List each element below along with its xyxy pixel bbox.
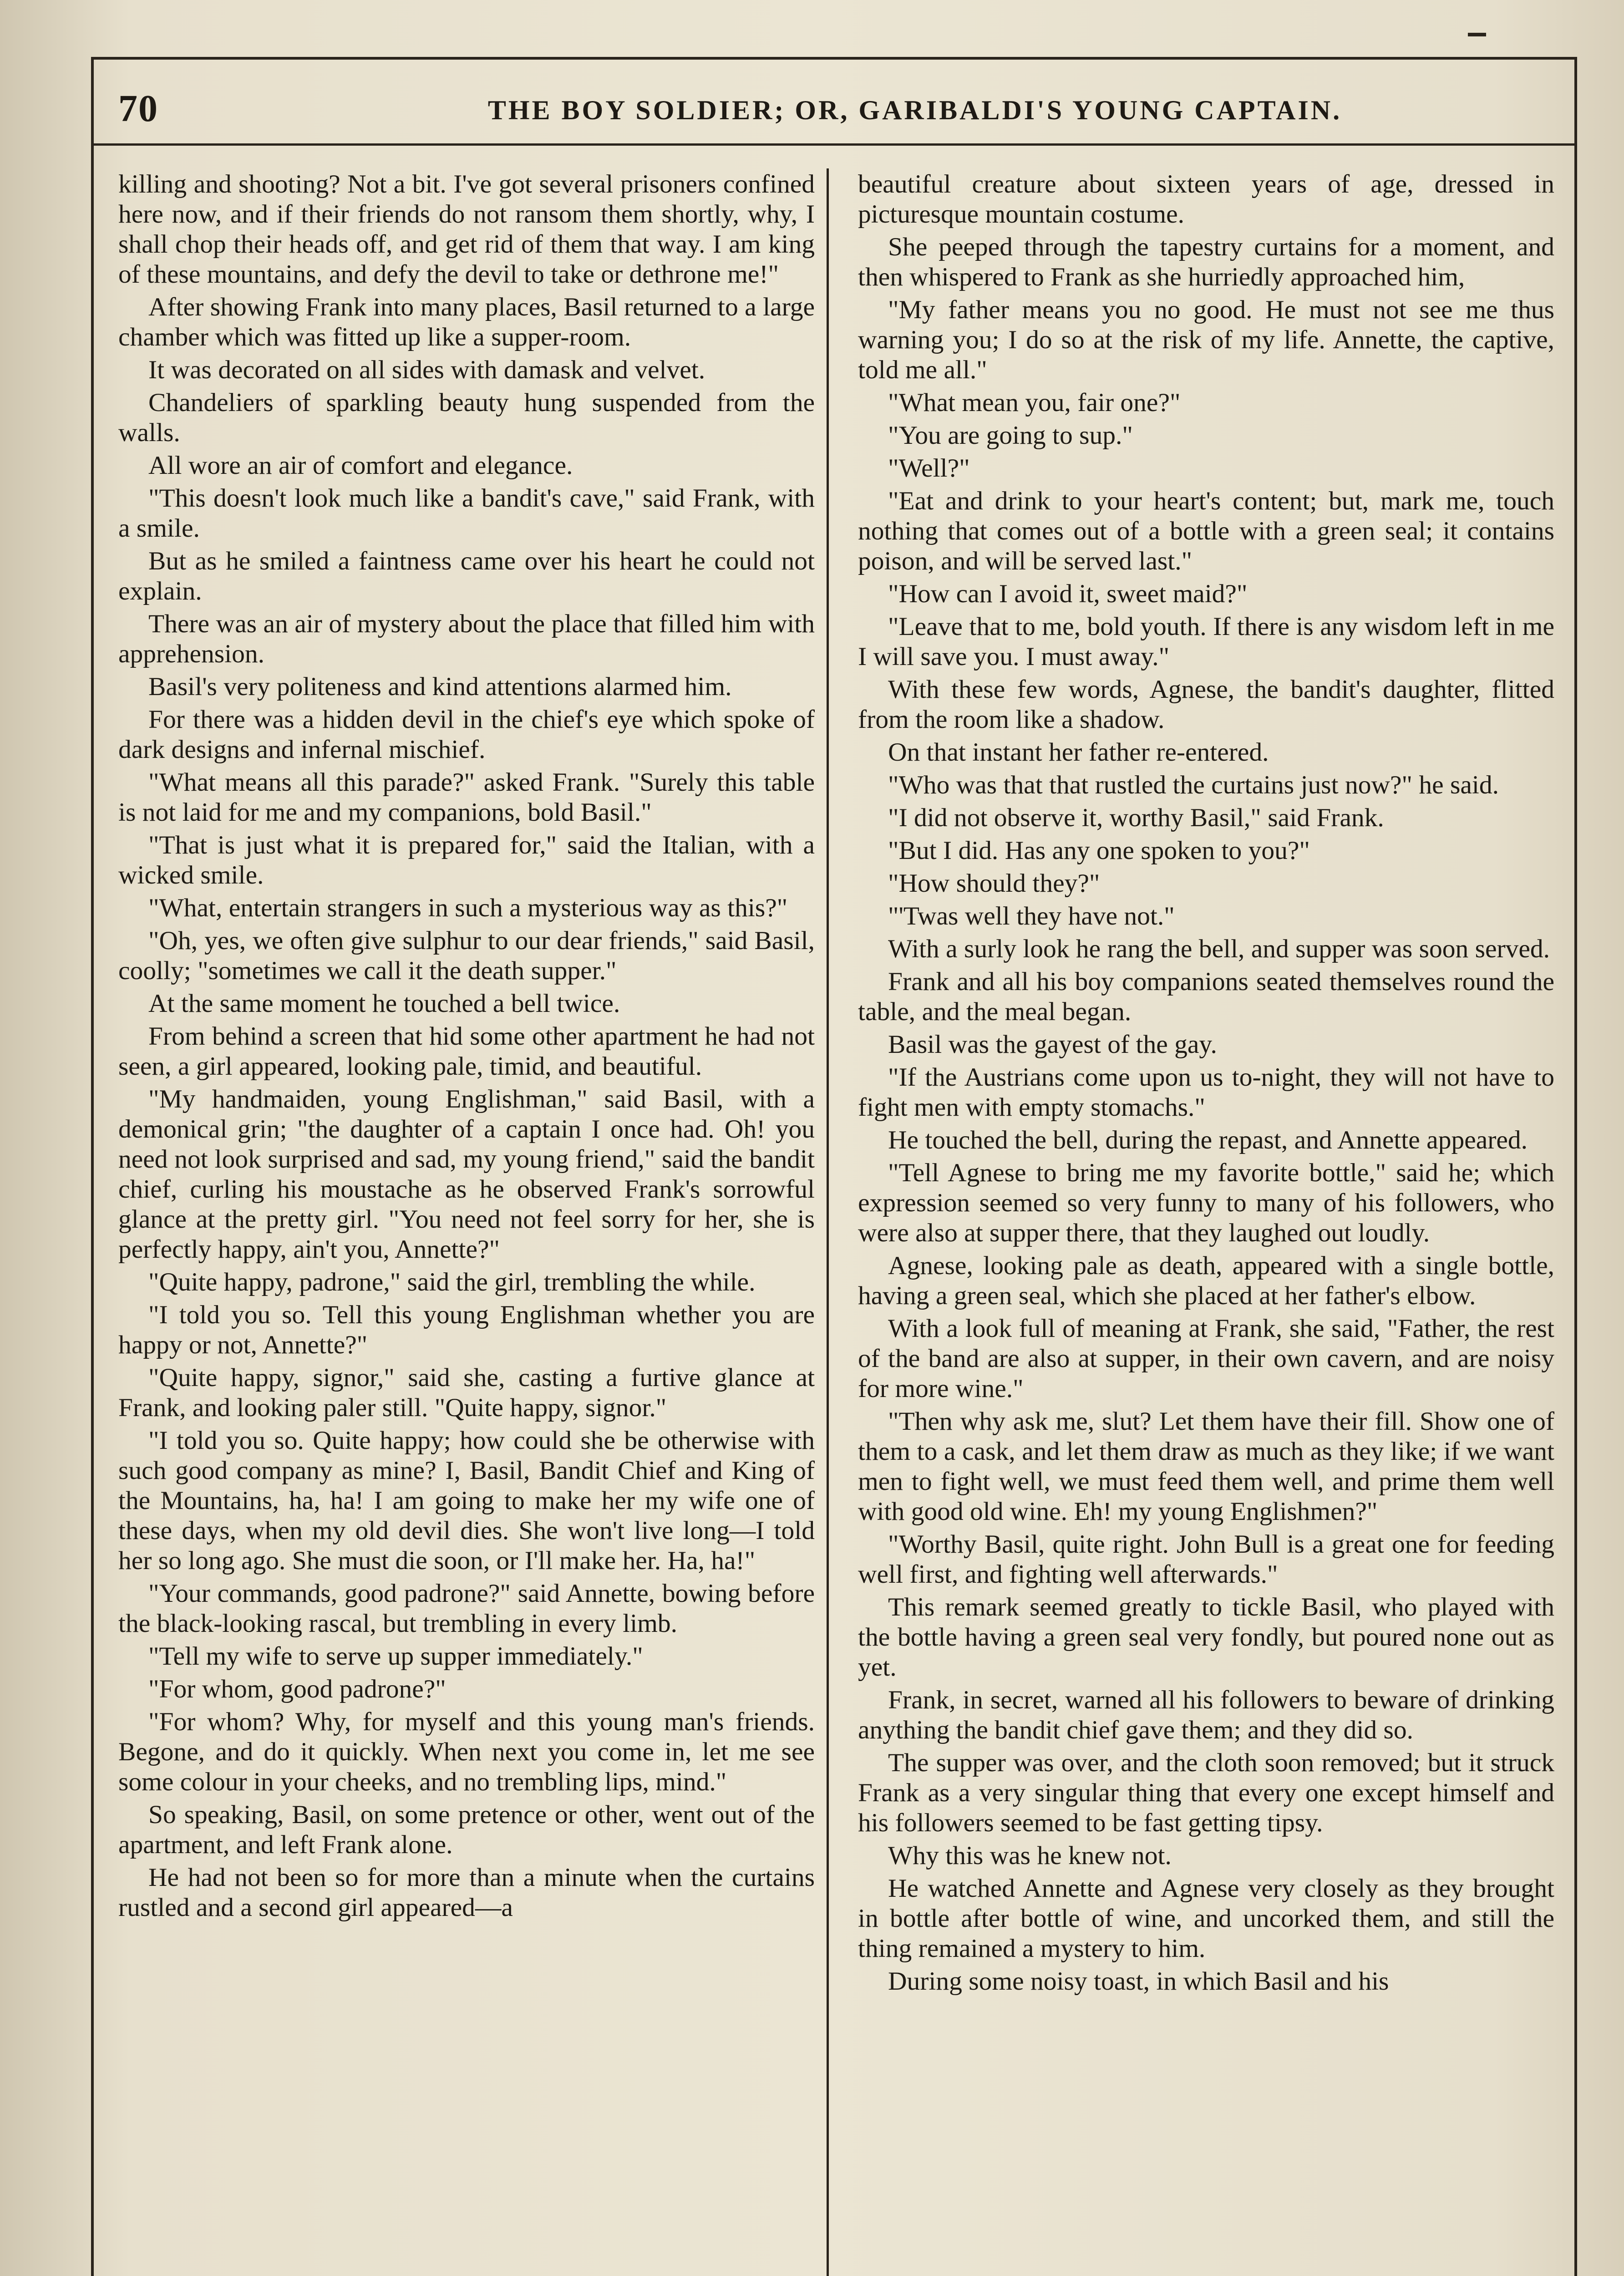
paragraph: beautiful creature about sixteen years of age, dressed in picturesque mountain costume. [858, 170, 1554, 229]
paragraph: During some noisy toast, in which Basil and his [888, 1967, 1389, 1996]
paragraph: "But I did. Has any one spoken to you?" [888, 836, 1310, 865]
paragraph: "Leave that to me, bold youth. If there is any wisdom left in me I will save you. I must away." [858, 612, 1554, 671]
paragraph: After showing Frank into many places, Basil returned to a large chamber which was fitted up like a supper-room. [118, 293, 815, 351]
paragraph: "For whom? Why, for myself and this young man's friends. Begone, and do it quickly. When next you come in, let me see some colour in your cheeks, and no trembling lips, mind." [118, 1707, 815, 1796]
paragraph: All wore an air of comfort and elegance. [148, 451, 573, 480]
edge-mark [1468, 33, 1486, 36]
paragraph: He had not been so for more than a minute when the curtains rustled and a second girl appeared—a [118, 1863, 815, 1922]
paragraph: Frank, in secret, warned all his followers to beware of drinking anything the bandit chief gave them; and they did so. [858, 1686, 1554, 1744]
paragraph: With a surly look he rang the bell, and supper was soon served. [888, 935, 1550, 963]
paragraph: But as he smiled a faintness came over his heart he could not explain. [118, 547, 815, 605]
paragraph: killing and shooting? Not a bit. I've got several prisoners confined here now, and if their friends do not ransom them shortly, why, I shall chop their heads off, and get rid of them that way. I am king of these mountains, and defy the devil to take or dethrone me!" [118, 170, 815, 289]
paragraph: "Oh, yes, we often give sulphur to our dear friends," said Basil, coolly; "sometimes we call it the death supper." [118, 926, 815, 985]
paragraph: "You are going to sup." [888, 421, 1133, 450]
paragraph: "If the Austrians come upon us to-night, they will not have to fight men with empty stomachs." [858, 1063, 1554, 1122]
paragraph: "Your commands, good padrone?" said Annette, bowing before the black-looking rascal, but trembling in every limb. [118, 1579, 815, 1638]
paragraph: So speaking, Basil, on some pretence or other, went out of the apartment, and left Frank alone. [118, 1800, 815, 1859]
paragraph: "My father means you no good. He must not see me thus warning you; I do so at the risk of my life. Annette, the captive, told me all." [858, 295, 1554, 384]
paragraph: There was an air of mystery about the place that filled him with apprehension. [118, 610, 815, 668]
paragraph: "What mean you, fair one?" [888, 388, 1181, 417]
paragraph: At the same moment he touched a bell twice. [148, 989, 620, 1018]
paragraph: "Then why ask me, slut? Let them have their fill. Show one of them to a cask, and let them draw as much as they like; if we want men to fight well, we must feed them well, and prime them well with good old wine. Eh! my young Englishmen?" [858, 1407, 1554, 1526]
paragraph: He watched Annette and Agnese very closely as they brought in bottle after bottle of wine, and uncorked them, and still the thing remained a mystery to him. [858, 1874, 1554, 1963]
paragraph: "Worthy Basil, quite right. John Bull is a great one for feeding well first, and fighting well afterwards." [858, 1530, 1554, 1589]
paragraph: Chandeliers of sparkling beauty hung suspended from the walls. [118, 388, 815, 447]
paragraph: He touched the bell, during the repast, and Annette appeared. [888, 1126, 1528, 1154]
paragraph: "Eat and drink to your heart's content; but, mark me, touch nothing that comes out of a bottle with a green seal; it contains poison, and will be served last." [858, 487, 1554, 575]
paragraph: "That is just what it is prepared for," said the Italian, with a wicked smile. [118, 831, 815, 889]
page-number: 70 [118, 87, 158, 130]
paragraph: Agnese, looking pale as death, appeared with a single bottle, having a green seal, which she placed at her father's elbow. [858, 1251, 1554, 1310]
paragraph: For there was a hidden devil in the chief's eye which spoke of dark designs and infernal mischief. [118, 705, 815, 764]
paragraph: "What, entertain strangers in such a mysterious way as this?" [148, 894, 788, 922]
column-divider [827, 168, 829, 2276]
paragraph: "How should they?" [888, 869, 1100, 898]
paragraph: Frank and all his boy companions seated themselves round the table, and the meal began. [858, 967, 1554, 1026]
paragraph: "Quite happy, signor," said she, casting a furtive glance at Frank, and looking paler still. "Quite happy, signor." [118, 1363, 815, 1422]
paragraph: Basil's very politeness and kind attentions alarmed him. [148, 672, 732, 701]
paragraph: With these few words, Agnese, the bandit's daughter, flitted from the room like a shadow. [858, 675, 1554, 734]
paragraph: "What means all this parade?" asked Frank. "Surely this table is not laid for me and my companions, bold Basil." [118, 768, 815, 827]
paragraph: "My handmaiden, young Englishman," said Basil, with a demonical grin; "the daughter of a captain I once had. Oh! you need not look surprised and sad, my young friend," said the bandit chief, curling his moustache as he observed Frank's sorrowful glance at the pretty girl. "You need not feel sorry for her, she is perfectly happy, ain't you, Annette?" [118, 1085, 815, 1264]
paragraph: "This doesn't look much like a bandit's cave," said Frank, with a smile. [118, 484, 815, 543]
paragraph: "Tell Agnese to bring me my favorite bottle," said he; which expression seemed so very funny to many of his followers, who were also at supper there, that they laughed out loudly. [858, 1158, 1554, 1247]
paragraph: "How can I avoid it, sweet maid?" [888, 579, 1248, 608]
paragraph: "For whom, good padrone?" [148, 1675, 446, 1703]
paragraph: It was decorated on all sides with damask and velvet. [148, 356, 705, 384]
paragraph: "I told you so. Tell this young Englishman whether you are happy or not, Annette?" [118, 1301, 815, 1359]
running-head-title: THE BOY SOLDIER; OR, GARIBALDI'S YOUNG CAPTAIN. [487, 95, 1342, 125]
paragraph: This remark seemed greatly to tickle Basil, who played with the bottle having a green seal very fondly, but poured none out as yet. [858, 1593, 1554, 1682]
running-header [91, 77, 1577, 141]
paragraph: Basil was the gayest of the gay. [888, 1030, 1217, 1059]
right-column [858, 169, 1554, 1999]
paragraph: From behind a screen that hid some other apartment he had not seen, a girl appeared, looking pale, timid, and beautiful. [118, 1022, 815, 1081]
paragraph: "Quite happy, padrone," said the girl, trembling the while. [148, 1268, 756, 1296]
paragraph: "Well?" [888, 454, 970, 483]
header-rule [91, 143, 1577, 146]
paragraph: "I did not observe it, worthy Basil," said Frank. [888, 803, 1384, 832]
left-column [118, 169, 815, 1925]
paragraph: Why this was he knew not. [888, 1841, 1172, 1870]
paragraph: She peeped through the tapestry curtains for a moment, and then whispered to Frank as she hurriedly approached him, [858, 233, 1554, 291]
paragraph: With a look full of meaning at Frank, she said, "Father, the rest of the band are also at supper, in their own cavern, and are noisy for more wine." [858, 1314, 1554, 1403]
paragraph: The supper was over, and the cloth soon removed; but it struck Frank as a very singular thing that every one except himself and his followers seemed to be fast getting tipsy. [858, 1748, 1554, 1837]
paragraph: "Who was that that rustled the curtains just now?" he said. [888, 771, 1499, 799]
paragraph: On that instant her father re-entered. [888, 738, 1269, 767]
paragraph: "I told you so. Quite happy; how could she be otherwise with such good company as mine? I, Basil, Bandit Chief and King of the Mountains, ha, ha! I am going to make her my wife one of these days, when my old devil dies. She won't live long—I told her so long ago. She must die soon, or I'll make her. Ha, ha!" [118, 1426, 815, 1575]
paragraph: "'Twas well they have not." [888, 902, 1175, 930]
paragraph: "Tell my wife to serve up supper immediately." [148, 1642, 643, 1671]
